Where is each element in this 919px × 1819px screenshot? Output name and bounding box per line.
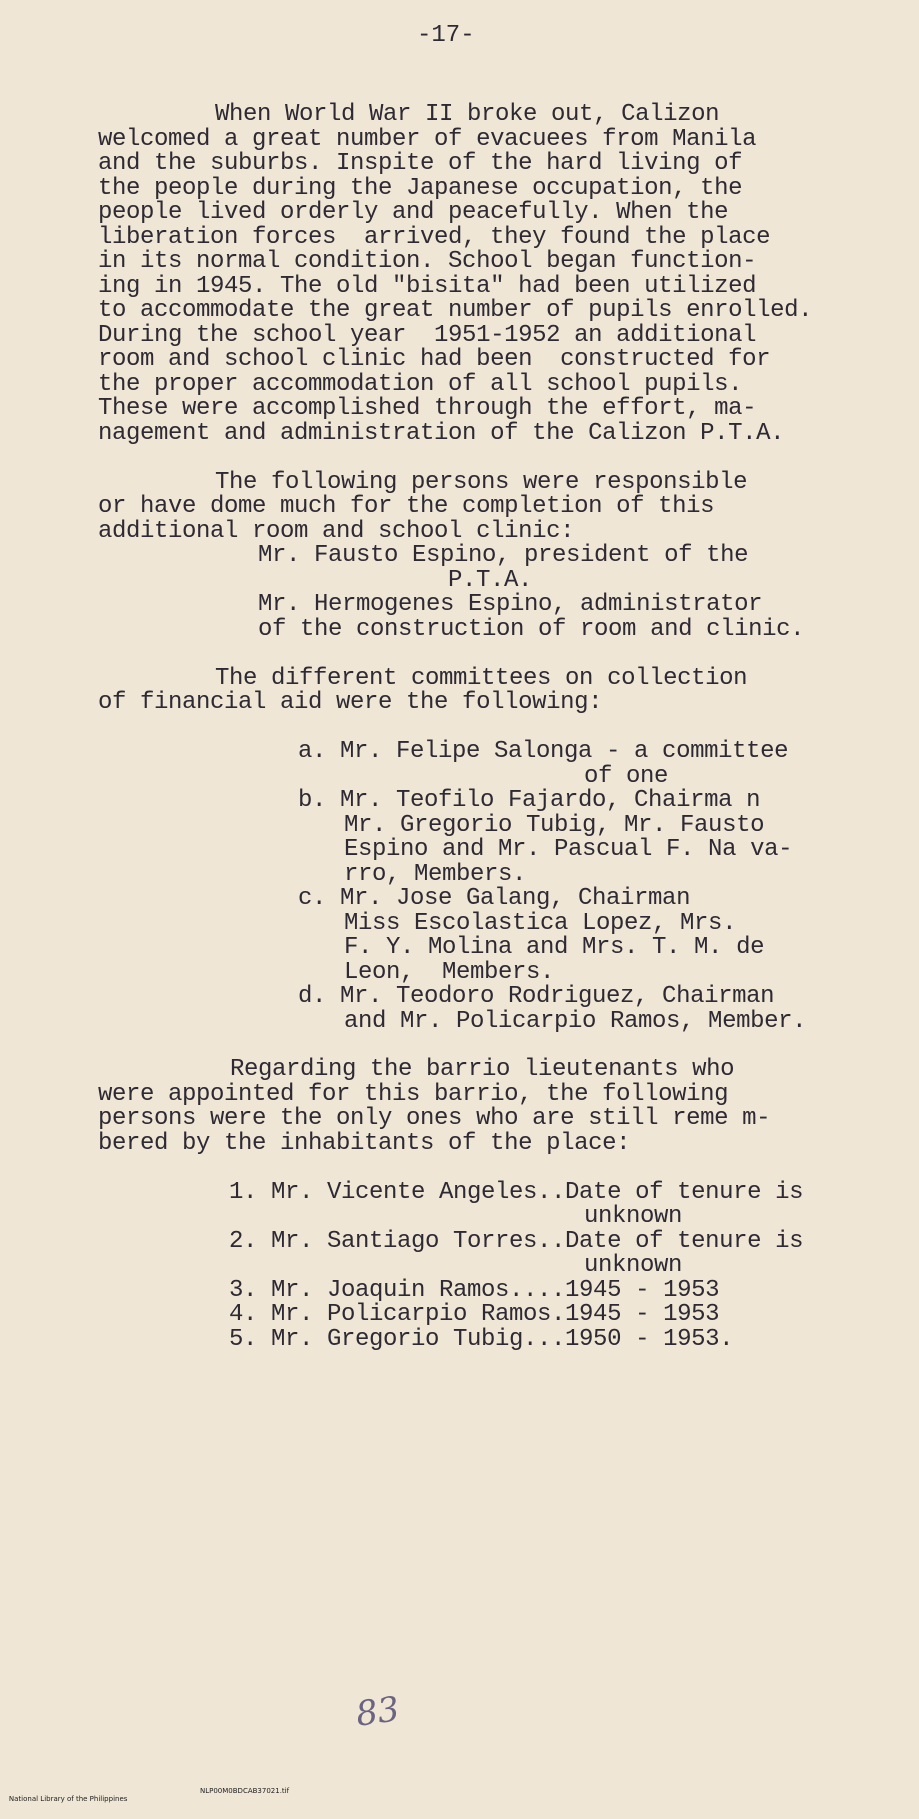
text-line: The following persons were responsible xyxy=(215,469,748,496)
text-line: the proper accommodation of all school pupils. xyxy=(98,371,743,398)
text-line: Mr. Fausto Espino, president of the xyxy=(258,542,749,569)
text-line: and the suburbs. Inspite of the hard living of xyxy=(98,150,743,177)
text-line: Regarding the barrio lieutenants who xyxy=(230,1056,735,1083)
text-line: Mr. Gregorio Tubig, Mr. Fausto xyxy=(344,812,765,839)
text-line: When World War II broke out, Calizon xyxy=(215,101,720,128)
text-line: of financial aid were the following: xyxy=(98,689,603,716)
text-line: a. Mr. Felipe Salonga - a committee xyxy=(298,738,789,765)
handwritten-page-mark: 83 xyxy=(353,1689,402,1735)
text-line: people lived orderly and peacefully. When the xyxy=(98,199,729,226)
text-line: 3. Mr. Joaquin Ramos....1945 - 1953 xyxy=(229,1277,720,1304)
text-line: in its normal condition. School began function- xyxy=(98,248,757,275)
text-line: b. Mr. Teofilo Fajardo, Chairma n xyxy=(298,787,761,814)
text-line: 1. Mr. Vicente Angeles..Date of tenure is xyxy=(229,1179,804,1206)
footer-filename: NLP00M0BDCAB37021.tif xyxy=(200,1787,290,1795)
text-line: additional room and school clinic: xyxy=(98,518,575,545)
text-line: welcomed a great number of evacuees from Manila xyxy=(98,126,757,153)
text-line: bered by the inhabitants of the place: xyxy=(98,1130,631,1157)
text-line: room and school clinic had been constructed for xyxy=(98,346,771,373)
text-line: ing in 1945. The old "bisita" had been utilized xyxy=(98,273,757,300)
text-line: rro, Members. xyxy=(344,861,527,888)
text-line: d. Mr. Teodoro Rodriguez, Chairman xyxy=(298,983,775,1010)
text-line: 2. Mr. Santiago Torres..Date of tenure is xyxy=(229,1228,804,1255)
text-line: nagement and administration of the Calizon P.T.A. xyxy=(98,420,785,447)
text-line: 4. Mr. Policarpio Ramos.1945 - 1953 xyxy=(229,1301,720,1328)
text-line: unknown xyxy=(584,1252,683,1279)
text-line: liberation forces arrived, they found the place xyxy=(98,224,771,251)
page-number: -17- xyxy=(417,22,475,49)
text-line: During the school year 1951-1952 an additional xyxy=(98,322,757,349)
text-line: The different committees on collection xyxy=(215,665,748,692)
text-line: P.T.A. xyxy=(448,567,533,594)
text-line: to accommodate the great number of pupils enrolled. xyxy=(98,297,813,324)
scan-footer xyxy=(0,1787,290,1819)
text-line: and Mr. Policarpio Ramos, Member. xyxy=(344,1008,807,1035)
text-line: Leon, Members. xyxy=(344,959,555,986)
text-line: c. Mr. Jose Galang, Chairman xyxy=(298,885,691,912)
text-line: the people during the Japanese occupation, the xyxy=(98,175,743,202)
text-line: F. Y. Molina and Mrs. T. M. de xyxy=(344,934,765,961)
text-line: Miss Escolastica Lopez, Mrs. xyxy=(344,910,737,937)
text-line: were appointed for this barrio, the following xyxy=(98,1081,729,1108)
text-line: Espino and Mr. Pascual F. Na va- xyxy=(344,836,793,863)
text-line: of the construction of room and clinic. xyxy=(258,616,805,643)
text-line: or have dome much for the completion of this xyxy=(98,493,715,520)
text-line: 5. Mr. Gregorio Tubig...1950 - 1953. xyxy=(229,1326,734,1353)
text-line: unknown xyxy=(584,1203,683,1230)
text-line: These were accomplished through the effort, ma- xyxy=(98,395,757,422)
text-line: Mr. Hermogenes Espino, administrator xyxy=(258,591,763,618)
text-line: of one xyxy=(584,763,669,790)
text-line: persons were the only ones who are still reme m- xyxy=(98,1105,771,1132)
footer-library: National Library of the Philippines xyxy=(8,1795,128,1803)
